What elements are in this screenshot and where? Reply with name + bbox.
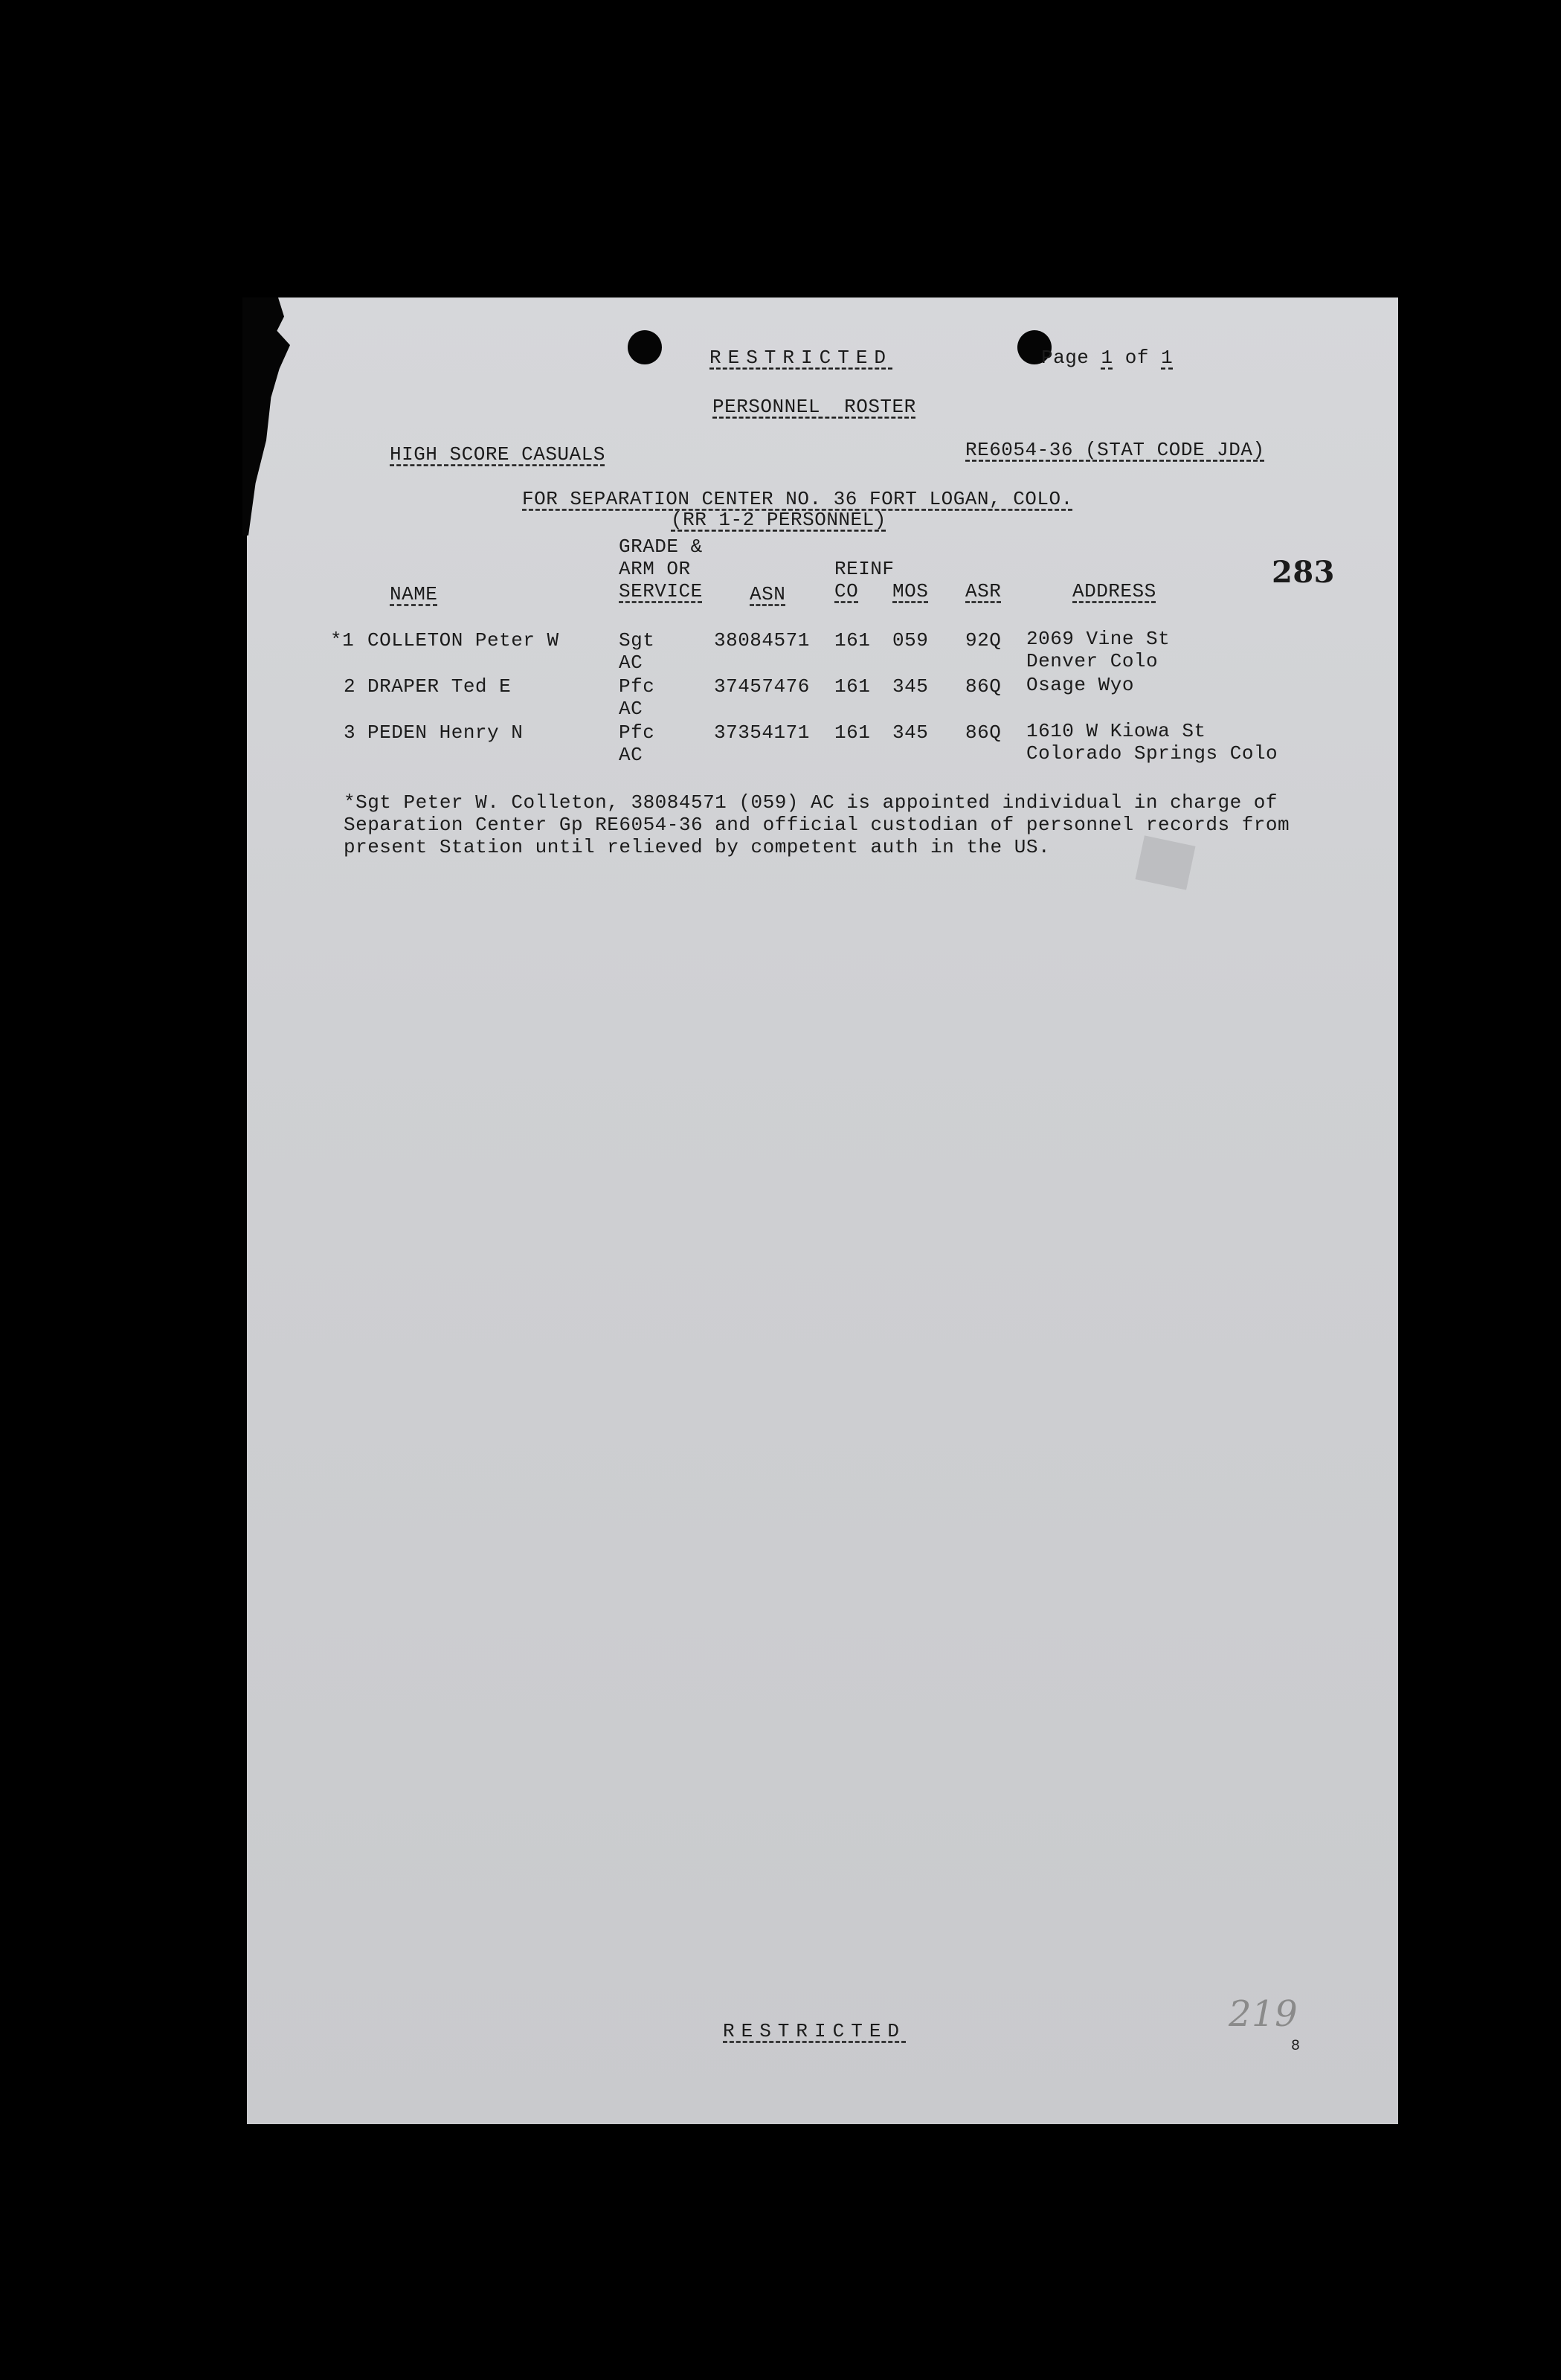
row-address-1: Osage Wyo [1026,674,1134,696]
col-asn: ASN [750,583,786,605]
note-line-3: present Station until relieved by competent auth in the US. [344,836,1051,858]
col-grade-1: GRADE & [619,536,703,558]
row-address-1: 1610 W Kiowa St [1026,720,1206,742]
destination: FOR SEPARATION CENTER NO. 36 FORT LOGAN, COLO. [522,488,1073,510]
row-number: 2 [344,675,356,698]
stamp-number: 283 [1272,555,1335,590]
row-grade: Pfc [619,675,655,698]
col-asr: ASR [965,580,1002,602]
row-mos: 345 [892,675,929,698]
group-left: HIGH SCORE CASUALS [390,443,605,466]
roster-title: PERSONNEL ROSTER [712,396,916,418]
row-address-1: 2069 Vine St [1026,628,1171,650]
row-mos: 345 [892,721,929,744]
page-number: 1 [1101,347,1113,369]
row-address-2: Colorado Springs Colo [1026,742,1278,765]
row-co: 161 [834,675,871,698]
row-number: 3 [344,721,356,744]
row-asr: 92Q [965,629,1002,652]
row-arm: AC [619,652,643,674]
page-indicator [1041,347,1173,369]
punch-hole-left [628,330,662,364]
smudge-mark [1136,835,1196,890]
row-asn: 38084571 [714,629,810,652]
col-grade-2: ARM OR [619,558,691,580]
row-asn: 37457476 [714,675,810,698]
row-mos: 059 [892,629,929,652]
col-address: ADDRESS [1072,580,1156,602]
row-arm: AC [619,698,643,720]
pencil-mark: 219 [1229,1993,1298,2035]
col-name: NAME [390,583,438,605]
classification-top: RESTRICTED [709,347,893,369]
row-co: 161 [834,721,871,744]
subtitle: (RR 1-2 PERSONNEL) [671,509,886,531]
col-mos: MOS [892,580,929,602]
note-line-1: *Sgt Peter W. Colleton, 38084571 (059) AC is appointed individual in charge of [344,791,1278,814]
page-label: Page [1041,347,1090,369]
row-number: *1 [330,629,355,652]
row-name: DRAPER Ted E [367,675,512,698]
row-grade: Pfc [619,721,655,744]
row-asr: 86Q [965,721,1002,744]
row-arm: AC [619,744,643,766]
row-asr: 86Q [965,675,1002,698]
row-grade: Sgt [619,629,655,652]
classification-bottom: RESTRICTED [723,2020,907,2042]
row-address-2: Denver Colo [1026,650,1159,672]
col-reinf: REINF [834,558,895,580]
row-co: 161 [834,629,871,652]
row-name: COLLETON Peter W [367,629,559,652]
row-asn: 37354171 [714,721,810,744]
col-co: CO [834,580,859,602]
note-line-2: Separation Center Gp RE6054-36 and official custodian of personnel records from [344,814,1290,836]
row-name: PEDEN Henry N [367,721,524,744]
page-total: 1 [1161,347,1174,369]
page-of: of [1124,347,1149,369]
document-page [247,298,1398,2124]
group-right: RE6054-36 (STAT CODE JDA) [965,439,1265,461]
torn-corner [242,298,302,536]
corner-mark: 8 [1291,2038,1301,2055]
col-grade-3: SERVICE [619,580,703,602]
